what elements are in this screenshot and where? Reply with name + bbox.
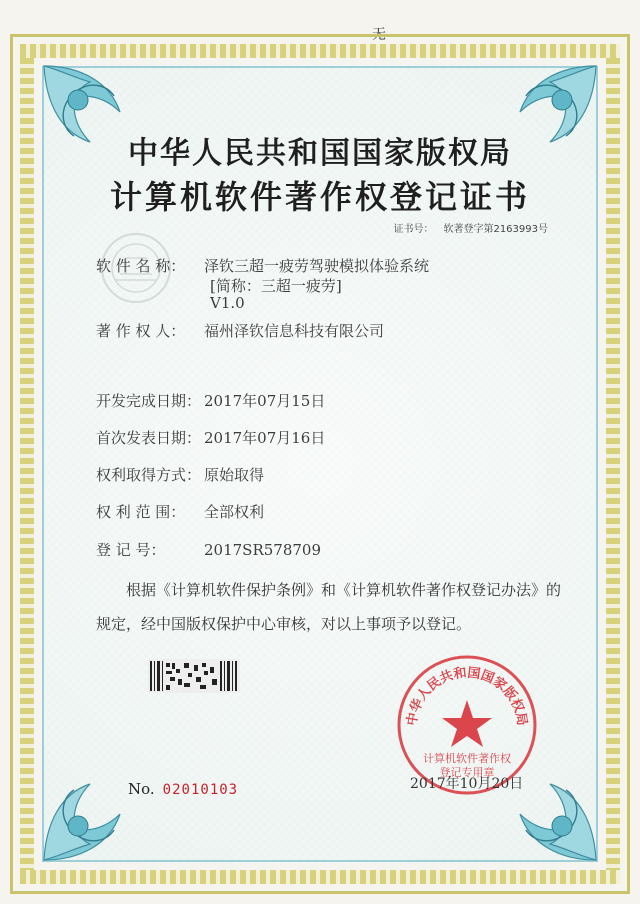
- statement-line-1: 根据《计算机软件保护条例》和《计算机软件著作权登记办法》的: [126, 581, 562, 599]
- software-name-row: [96, 255, 429, 276]
- statement-paragraph: [96, 573, 596, 641]
- owner-label: 著 作 权 人：: [96, 322, 186, 340]
- pub-date-row: [96, 427, 325, 448]
- corner-ornament-bottom-left: [40, 744, 160, 864]
- software-name-value: 泽钦三超一疲劳驾驶模拟体验系统: [204, 257, 430, 275]
- scope-value: 全部权利: [204, 503, 265, 521]
- scope-label: 权 利 范 围：: [96, 503, 186, 521]
- pub-date-value: 2017年07月16日: [204, 429, 326, 447]
- seal-ring-text: 中华人民共和国国家版权局: [404, 665, 530, 727]
- certificate-number-label: 证书号：: [393, 224, 434, 235]
- registration-value: 2017SR578709: [204, 541, 322, 559]
- barcode-icon: [148, 659, 240, 693]
- acquire-row: [96, 464, 264, 485]
- certificate-number: [393, 220, 548, 235]
- registration-label: 登 记 号：: [96, 541, 166, 559]
- handwritten-mark: 无: [372, 27, 386, 43]
- seal-inner-line-2: 登记专用章: [439, 766, 495, 779]
- owner-value: 福州泽钦信息科技有限公司: [204, 322, 385, 340]
- issue-date: 2017年10月20日: [410, 776, 524, 792]
- registration-row: [96, 539, 321, 560]
- pub-date-label: 首次发表日期：: [96, 429, 202, 447]
- software-name-label: 软 件 名 称：: [96, 257, 186, 275]
- acquire-value: 原始取得: [204, 466, 265, 484]
- owner-row: [96, 320, 384, 341]
- certificate-title: 计算机软件著作权登记证书: [109, 178, 530, 216]
- authority-title: 中华人民共和国国家版权局: [128, 136, 512, 171]
- seal-inner-line-1: 计算机软件著作权: [423, 752, 511, 765]
- dev-date-value: 2017年07月15日: [204, 392, 326, 410]
- serial-number: [128, 780, 238, 798]
- software-version: V1.0: [210, 294, 245, 312]
- dev-date-label: 开发完成日期：: [96, 392, 202, 410]
- serial-label: No.: [128, 780, 155, 798]
- acquire-label: 权利取得方式：: [96, 466, 202, 484]
- statement-line-2: 规定，经中国版权保护中心审核，对以上事项予以登记。: [96, 615, 472, 633]
- scope-row: [96, 501, 264, 522]
- serial-value: 02010103: [162, 782, 239, 798]
- certificate-number-value: 软著登字第2163993号: [443, 224, 548, 235]
- dev-date-row: [96, 390, 325, 411]
- seal-star-icon: [442, 700, 492, 747]
- software-short-name: [简称：三超一疲劳]: [210, 277, 342, 295]
